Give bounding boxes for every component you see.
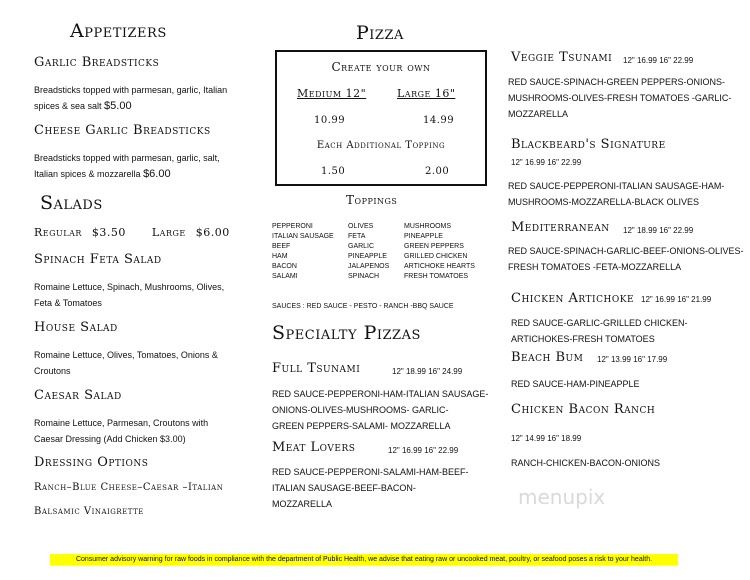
topping-item: PEPPERONI [272, 223, 313, 230]
meat-lovers-prices: 12" 16.99 16" 22.99 [388, 446, 459, 455]
garlic-breadsticks-desc-line1: Breadsticks topped with parmesan, garlic, Italian [34, 85, 228, 95]
house-salad-desc-line2: Croutons [34, 366, 71, 376]
beach-bum-desc: RED SAUCE-HAM-PINEAPPLE [511, 379, 640, 389]
toppings-heading: Toppings [346, 193, 398, 207]
topping-item: PINEAPPLE [348, 253, 387, 260]
veggie-tsunami-desc-line3: MOZZARELLA [508, 109, 569, 119]
mediterranean-desc-line1: RED SAUCE-SPINACH-GARLIC-BEEF-ONIONS-OLIVES- [508, 246, 744, 256]
consumer-advisory-banner: Consumer advisory warning for raw foods in compliance with the department of Public Health, we advise that eating raw or uncooked meat, poultry, or seafood poses a risk to your health. [50, 554, 678, 565]
create-your-own-title: Create your own [331, 60, 431, 74]
spinach-feta-salad-name: Spinach Feta Salad [34, 252, 162, 267]
full-tsunami-desc-line1: RED SAUCE-PEPPERONI-HAM-ITALIAN SAUSAGE- [272, 389, 489, 399]
chicken-artichoke-desc-line1: RED SAUCE-GARLIC-GRILLED CHICKEN- [511, 318, 688, 328]
topping-item: BEEF [272, 243, 291, 250]
chicken-bacon-ranch-prices: 12" 14.99 16" 18.99 [511, 434, 582, 443]
medium-size-label: Medium 12" [297, 87, 367, 100]
blackbeards-signature-desc-line2: MUSHROOMS-MOZZARELLA-BLACK OLIVES [508, 197, 700, 207]
dressing-options-line2: Balsamic Vinaigrette [34, 506, 144, 517]
topping-item: MUSHROOMS [404, 223, 452, 230]
topping-item: GREEN PEPPERS [404, 243, 464, 250]
topping-item: ITALIAN SAUSAGE [272, 233, 334, 240]
mediterranean-name: Mediterranean [511, 220, 610, 235]
veggie-tsunami-desc-line1: RED SAUCE-SPINACH-GREEN PEPPERS-ONIONS- [508, 77, 726, 87]
garlic-breadsticks-name: Garlic Breadsticks [34, 55, 160, 70]
topping-item: HAM [272, 253, 288, 260]
additional-topping-medium: 1.50 [321, 166, 346, 177]
cheese-garlic-breadsticks-price: $6.00 [143, 168, 171, 180]
full-tsunami-name: Full Tsunami [272, 361, 361, 376]
cheese-garlic-breadsticks-desc-line1: Breadsticks topped with parmesan, garlic, salt, [34, 153, 220, 163]
topping-item: BACON [272, 263, 297, 270]
chicken-artichoke-desc [511, 315, 746, 347]
full-tsunami-desc-line2: ONIONS-OLIVES-MUSHROOMS- GARLIC- [272, 405, 449, 415]
meat-lovers-desc-line1: RED SAUCE-PEPPERONI-SALAMI-HAM-BEEF- [272, 467, 469, 477]
mediterranean-desc-line2: FRESH TOMATOES -FETA-MOZZARELLA [508, 262, 682, 272]
caesar-salad-desc [34, 415, 254, 447]
caesar-salad-desc-line2: Caesar Dressing (Add Chicken $3.00) [34, 434, 186, 444]
caesar-salad-name: Caesar Salad [34, 388, 122, 403]
salads-heading: Salads [40, 192, 103, 214]
spinach-feta-salad-desc [34, 279, 254, 311]
caesar-salad-desc-line1: Romaine Lettuce, Parmesan, Croutons with [34, 418, 209, 428]
menupix-watermark: menupix [518, 485, 606, 509]
veggie-tsunami-desc [508, 74, 743, 122]
house-salad-desc-line1: Romaine Lettuce, Olives, Tomatoes, Onions & [34, 350, 218, 360]
create-your-own-box [275, 50, 487, 186]
beach-bum-name: Beach Bum [511, 350, 584, 365]
appetizers-heading: Appetizers [70, 20, 167, 42]
mediterranean-desc [508, 243, 748, 275]
blackbeards-signature-desc [508, 178, 743, 210]
topping-item: SPINACH [348, 273, 380, 280]
toppings-list [272, 223, 482, 280]
chicken-bacon-ranch-desc: RANCH-CHICKEN-BACON-ONIONS [511, 458, 661, 468]
large-size-label: Large 16" [397, 87, 456, 100]
house-salad-desc [34, 347, 254, 379]
blackbeards-signature-prices: 12" 16.99 16" 22.99 [511, 158, 582, 167]
topping-item: PINEAPPLE [404, 233, 443, 240]
chicken-artichoke-name: Chicken Artichoke [511, 291, 635, 306]
topping-item: GRILLED CHICKEN [404, 253, 468, 260]
meat-lovers-name: Meat Lovers [272, 440, 356, 455]
veggie-tsunami-desc-line2: MUSHROOMS-OLIVES-FRESH TOMATOES -GARLIC- [508, 93, 732, 103]
dressing-options-heading: Dressing Options [34, 455, 149, 470]
topping-item: JALAPENOS [348, 263, 390, 270]
mediterranean-prices: 12" 18.99 16" 22.99 [623, 226, 694, 235]
chicken-bacon-ranch-name: Chicken Bacon Ranch [511, 402, 656, 417]
cheese-garlic-breadsticks-desc-line2: Italian spices & mozzarella $6.00 [34, 168, 171, 180]
garlic-breadsticks-desc [34, 82, 254, 114]
garlic-breadsticks-price: $5.00 [104, 100, 132, 112]
topping-item: FRESH TOMATOES [404, 273, 469, 280]
chicken-artichoke-desc-line2: ARTICHOKES-FRESH TOMATOES [511, 334, 655, 344]
topping-item: SALAMI [272, 273, 298, 280]
veggie-tsunami-name: Veggie Tsunami [511, 50, 613, 65]
spinach-feta-desc-line1: Romaine Lettuce, Spinach, Mushrooms, Olives, [34, 282, 225, 292]
full-tsunami-prices: 12" 18.99 16" 24.99 [392, 367, 463, 376]
large-price: 14.99 [423, 115, 455, 126]
meat-lovers-desc-line3: MOZZARELLA [272, 499, 333, 509]
spinach-feta-desc-line2: Feta & Tomatoes [34, 298, 102, 308]
sauces-list: SAUCES : RED SAUCE - PESTO - RANCH -BBQ SAUCE [272, 303, 454, 310]
cheese-garlic-breadsticks-desc [34, 150, 254, 182]
topping-item: ARTICHOKE HEARTS [404, 263, 475, 270]
salad-regular-label: Regular [34, 226, 82, 239]
additional-topping-label: Each Additional Topping [316, 140, 446, 151]
blackbeards-signature-desc-line1: RED SAUCE-PEPPERONI-ITALIAN SAUSAGE-HAM- [508, 181, 725, 191]
blackbeards-signature-name: Blackbeard's Signature [511, 137, 666, 152]
cheese-garlic-breadsticks-name: Cheese Garlic Breadsticks [34, 123, 211, 138]
salad-large-label: Large [151, 226, 186, 239]
full-tsunami-desc-line3: GREEN PEPPERS-SALAMI- MOZZARELLA [272, 421, 451, 431]
topping-item: GARLIC [348, 243, 375, 250]
beach-bum-prices: 12" 13.99 16" 17.99 [597, 355, 668, 364]
salad-sizes [34, 226, 230, 239]
chicken-artichoke-prices: 12" 16.99 16" 21.99 [641, 295, 712, 304]
house-salad-name: House Salad [34, 320, 118, 335]
full-tsunami-desc [272, 386, 502, 434]
salad-regular-price: $3.50 [91, 226, 126, 239]
meat-lovers-desc-line2: ITALIAN SAUSAGE-BEEF-BACON- [272, 483, 416, 493]
dressing-options-line1: Ranch–Blue Cheese–Caesar –Italian [34, 482, 224, 493]
veggie-tsunami-prices: 12" 16.99 16" 22.99 [623, 56, 694, 65]
additional-topping-large: 2.00 [425, 166, 450, 177]
topping-item: OLIVES [348, 223, 374, 230]
medium-price: 10.99 [314, 115, 346, 126]
garlic-breadsticks-desc-line2: spices & sea salt $5.00 [34, 100, 132, 112]
salad-large-price: $6.00 [195, 226, 230, 239]
topping-item: FETA [348, 233, 366, 240]
pizza-heading: Pizza [356, 22, 404, 44]
specialty-pizzas-heading: Specialty Pizzas [272, 322, 421, 344]
meat-lovers-desc [272, 464, 502, 512]
